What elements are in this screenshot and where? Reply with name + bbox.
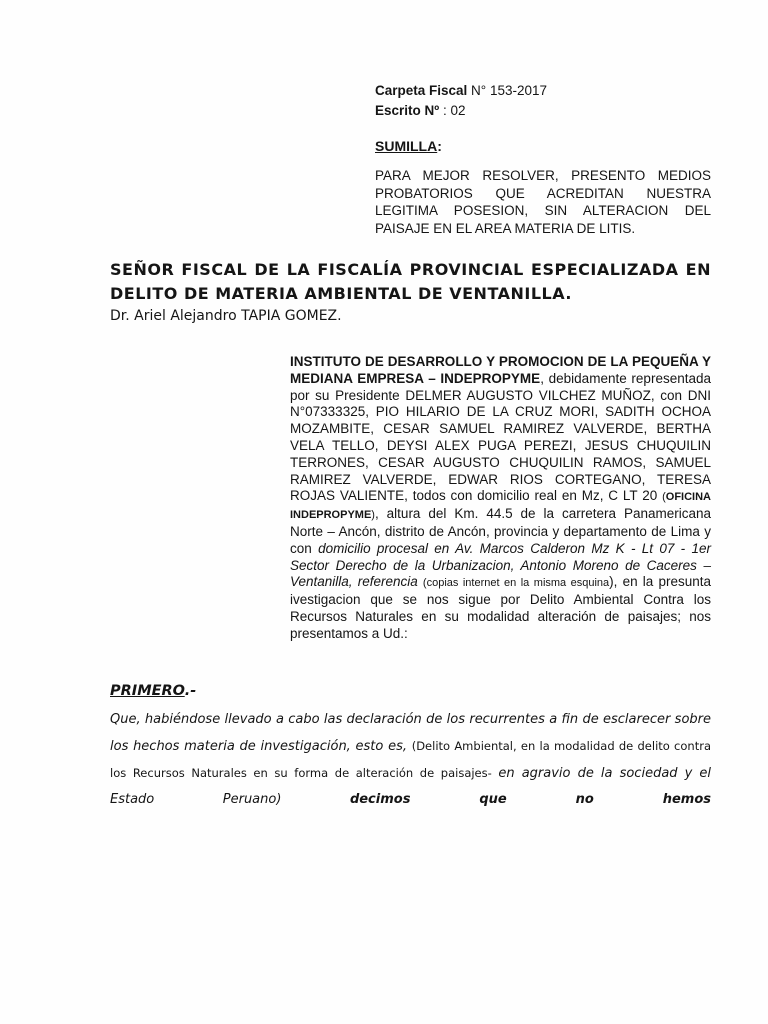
sumilla-label-row (375, 138, 768, 154)
office-paren-close: ) (371, 509, 375, 522)
primero-body (110, 707, 711, 813)
carpeta-fiscal-line (375, 81, 711, 101)
sumilla-colon: : (437, 138, 442, 154)
escrito-line (375, 101, 711, 121)
escrito-label: Escrito Nº (375, 103, 440, 118)
escrito-value: : 02 (439, 103, 466, 118)
carpeta-fiscal-label: Carpeta Fiscal (375, 83, 468, 98)
party-paragraph (290, 354, 711, 643)
sumilla-body: PARA MEJOR RESOLVER, PRESENTO MEDIOS PROBATORIOS QUE ACREDITAN NUESTRA LEGITIMA POSESION, SIN ALTERACION DEL PAISAJE EN EL AREA MATERIA DE LITIS. (375, 168, 711, 236)
office-name: OFICINA INDEPROPYME (290, 491, 711, 522)
primero-label-row (110, 683, 768, 699)
header-block (375, 81, 711, 121)
primero-agravio-text: en agravio de la sociedad y el Estado Peruano) (110, 765, 712, 807)
primero-label-suffix: .- (184, 682, 197, 699)
sumilla-label: SUMILLA (375, 138, 438, 154)
fiscal-name: Dr. Ariel Alejandro TAPIA GOMEZ. (110, 308, 342, 324)
address-text: , altura del Km. 44.5 de la carretera Panamericana Norte – Ancón, distrito de Ancón, provincia y departamento de Lima y con (290, 506, 711, 556)
carpeta-fiscal-value: N° 153-2017 (467, 83, 547, 98)
representation-text: , debidamente representada por su Presidente DELMER AUGUSTO VILCHEZ MUÑOZ, con DNI N°07333325, PIO HILARIO DE LA CRUZ MORI, SADITH OCHOA MOZAMBITE, CESAR SAMUEL RAMIREZ VALVERDE, BERTHA VELA TELLO, DEYSI ALEX PUGA PEREZI, JESUS CHUQUILIN TERRONES, CESAR AUGUSTO CHUQUILIN RAMOS, SAMUEL RAMIREZ VALVERDE, EDWAR RIOS CORTEGANO, TERESA ROJAS VALIENTE, todos con domicilio real en Mz, C LT 20 (290, 370, 711, 504)
office-paren-open: ( (662, 491, 666, 504)
reference-note: (copias internet en la misma esquina (422, 577, 610, 590)
primero-crime-description: (Delito Ambiental, en la modalidad de delito contra los Recursos Naturales en su forma de alteración de paisajes- (110, 738, 711, 780)
addressee-heading: SEÑOR FISCAL DE LA FISCALÍA PROVINCIAL ESPECIALIZADA EN DELITO DE MATERIA AMBIENTAL DE VENTANILLA. (110, 260, 711, 303)
primero-label: PRIMERO (110, 682, 185, 699)
closing-text: ), en la presunta ivestigacion que se nos sigue por Delito Ambiental Contra los Recursos Naturales en su modalidad alteración de paisajes; nos presentamos a Ud.: (290, 574, 711, 641)
domicilio-procesal-text: domicilio procesal en Av. Marcos Calderon Mz K - Lt 07 - 1er Sector Derecho de la Urbanizacion, Antonio Moreno de Caceres – Ventanilla, referencia (290, 540, 711, 590)
primero-intro-text: Que, habiéndose llevado a cabo las declaración de los recurrentes a fin de esclarecer sobre los hechos materia de investigación, esto es, (110, 711, 711, 754)
primero-statement-text: decimos que no hemos (349, 791, 711, 807)
institution-name: INSTITUTO DE DESARROLLO Y PROMOCION DE LA PEQUEÑA Y MEDIANA EMPRESA – INDEPROPYME (290, 354, 711, 386)
